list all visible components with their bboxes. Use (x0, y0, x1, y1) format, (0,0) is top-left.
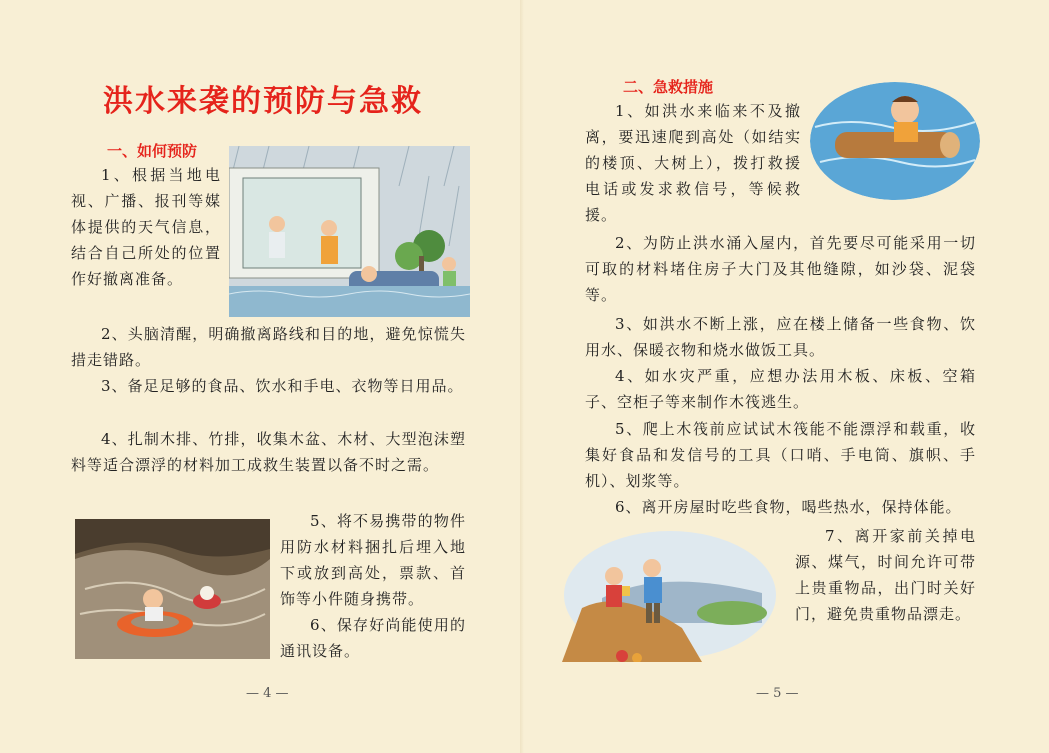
prevention-item-2: 2、头脑清醒，明确撤离路线和目的地，避免惊慌失措走错路。 (71, 325, 466, 369)
page-number-right: — 5 — (756, 686, 799, 701)
prevention-item-5: 5、将不易携带的物件用防水材料捆扎后埋入地下或放到高处，票款、首饰等小件随身携带。 (280, 512, 466, 608)
rescue-item-3: 3、如洪水不断上涨，应在楼上储备一些食物、饮用水、保暖衣物和烧水做饭工具。 (585, 315, 976, 359)
rescue-item-6: 6、离开房屋时吃些食物，喝些热水，保持体能。 (615, 498, 962, 516)
log-rescue-illustration (810, 82, 980, 200)
page-number-left: — 4 — (246, 686, 289, 701)
section-heading-prevention: 一、如何预防 (107, 142, 198, 160)
rescue-item-4: 4、如水灾严重，应想办法用木板、床板、空箱子、空柜子等来制作木筏逃生。 (585, 367, 976, 411)
prevention-item-4: 4、扎制木排、竹排，收集木盆、木材、大型泡沫塑料等适合漂浮的材料加工成救生装置以备不时之需。 (71, 430, 466, 474)
rescue-item-1: 1、如洪水来临来不及撤离，要迅速爬到高处（如结实的楼顶、大树上），拨打救援电话或发求救信号，等候救援。 (585, 102, 801, 224)
climbing-hill-illustration (562, 528, 778, 662)
flood-river-illustration (75, 519, 270, 659)
page-gutter (520, 0, 524, 753)
flood-house-illustration (229, 146, 470, 317)
prevention-item-6: 6、保存好尚能使用的通讯设备。 (280, 616, 466, 660)
rescue-item-5: 5、爬上木筏前应试试木筏能不能漂浮和载重，收集好食品和发信号的工具（口哨、手电筒、旗帜、手机）、划浆等。 (585, 420, 976, 490)
page-title: 洪水来袭的预防与急救 (103, 84, 423, 119)
section-heading-rescue: 二、急救措施 (623, 78, 714, 96)
rescue-item-7: 7、离开家前关掉电源、煤气，时间允许可带上贵重物品，出门时关好门，避免贵重物品漂走。 (795, 527, 976, 623)
prevention-item-1: 1、根据当地电视、广播、报刊等媒体提供的天气信息，结合自己所处的位置作好撤离准备。 (71, 166, 221, 288)
prevention-item-3: 3、备足足够的食品、饮水和手电、衣物等日用品。 (101, 377, 464, 395)
rescue-item-2: 2、为防止洪水涌入屋内，首先要尽可能采用一切可取的材料堵住房子大门及其他缝隙，如沙袋、泥袋等。 (585, 234, 976, 304)
